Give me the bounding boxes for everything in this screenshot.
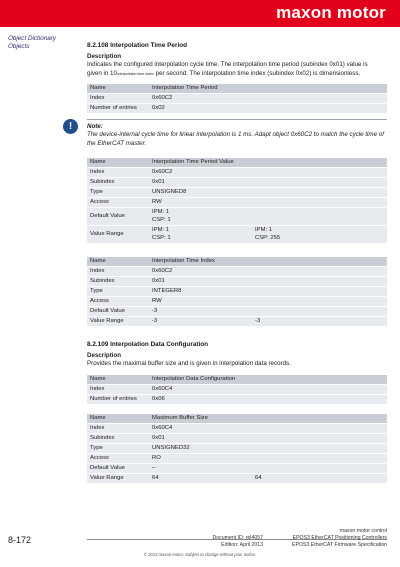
subindex-table-period-value: Name Interpolation Time Period Value Index 0x60C2 Subindex 0x01 Type UNSIGNED8 Access RW Default Value IPM: 1 CSP: 1 Value Range IPM: 1 CSP: 1 IPM: 1 CSP: 255 [87,158,387,243]
section-title-8-2-109: 8.2.109 Interpolation Data Configuration [87,341,209,348]
description-heading-2: Description [87,352,122,359]
breadcrumb [8,35,56,51]
copyright: © 2013 maxon motor. Subject to change without prior notice. [143,552,257,557]
footer-product-info [292,528,387,549]
subindex-table-time-index: Name Interpolation Time Index Index 0x60C2 Subindex 0x01 Type INTEGER8 Access RW Default Value -3 Value Range -3 -3 [87,257,387,326]
note-text: The device-internal cycle time for linear interpolation is 1 ms. Adapt object 0x60C2 to match the cycle time of the EtherCAT master. [87,131,384,147]
note-box [68,119,387,148]
edition: Edition: April 2013 [221,542,263,548]
subindex-table-max-buffer: Name Maximum Buffer Size Index 0x60C4 Subindex 0x01 Type UNSIGNED32 Access RO Default Value – Value Range 64 64 [87,414,387,483]
header-bar [0,0,400,27]
object-table-60c2: Name Interpolation Time Period Index 0x60C2 Number of entries 0x02 [87,84,387,113]
company-name: maxon motor control [339,528,387,534]
page-number: 8-172 [8,535,32,545]
document-id: Document ID: rel4057 [212,535,263,541]
object-table-60c4: Name Interpolation Data Configuration Index 0x60C4 Number of entries 0x06 [87,375,387,404]
description-text: Indicates the configured interpolation cycle time. The interpolation time period (subindex 0x01) value is given in $10^{interpolation time index}$ per second. The interpolation time index (subindex 0x02) is dimensionless. [87,61,368,77]
brand-logo: maxon motor [276,3,386,22]
main-content [68,41,387,483]
note-title: Note: [87,123,103,131]
spec-name: EPOS3 EtherCAT Firmware Specification [292,542,387,548]
product-name: EPOS3 EtherCAT Positioning Controllers [292,535,387,541]
breadcrumb-section: Objects [8,43,30,50]
description-text-2: Provides the maximal buffer size and is given in interpolation data records. [87,360,291,367]
description-heading: Description [87,53,122,60]
breadcrumb-chapter: Object Dictionary [8,35,56,42]
footer-document-info [160,535,263,549]
section-title-8-2-108: 8.2.108 Interpolation Time Period [87,42,188,49]
exponent: interpolation time index [116,71,154,76]
info-icon: ! [63,119,78,134]
